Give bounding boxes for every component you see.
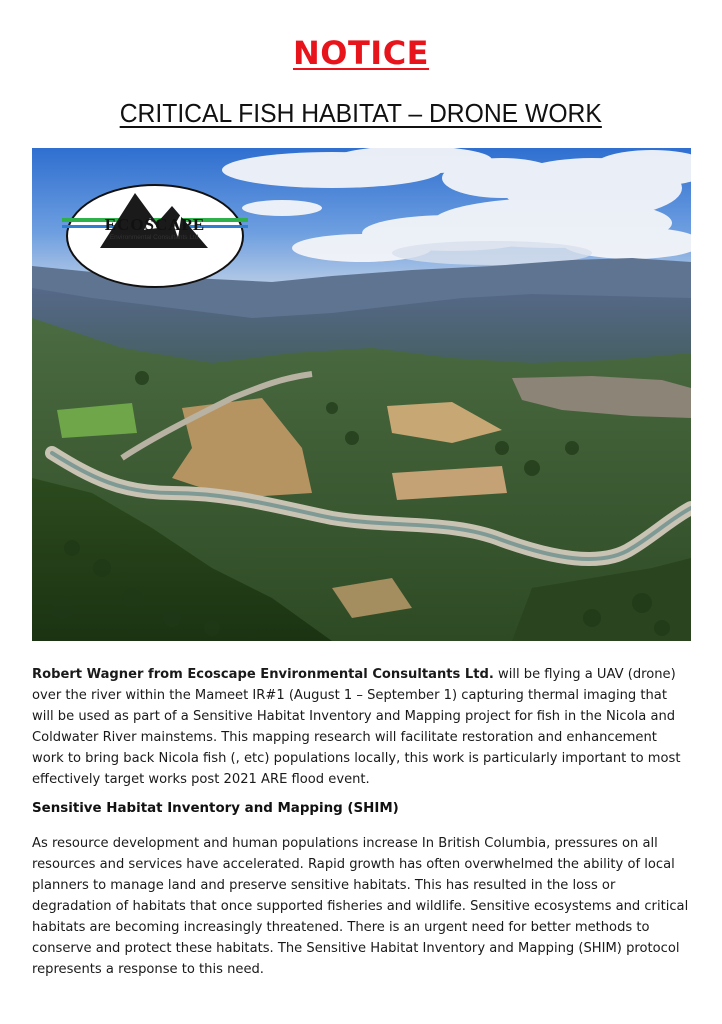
logo-subtitle: Environmental Consultants Ltd. [109,234,201,241]
shim-heading: Sensitive Habitat Inventory and Mapping (SHIM) [32,801,399,816]
document-title-text: CRITICAL FISH HABITAT – DRONE WORK [119,98,603,128]
document-title [0,98,722,129]
logo-name: ECOSCAPE [104,215,206,234]
intro-text: will be flying a UAV (drone) over the river within the Mameet IR#1 (August 1 – September 1) capturing thermal imaging that will be used as part of a Sensitive Habitat Inventory and Mapping project for fish in the Nicola and Coldwater River mainstems. This mapping research will facilitate restoration and enhancement work to bring back Nicola fish (, etc) populations locally, this work is particularly important to most effectively target works post 2021 ARE flood event. [32,667,681,787]
intro-paragraph [32,664,692,790]
shim-paragraph: As resource development and human populations increase In British Columbia, pressures on all resources and services have accelerated. Rapid growth has often overwhelmed the ability of local planners to manage land and preserve sensitive habitats. This has resulted in the loss or degradation of habitats that once supported fisheries and wildlife. Sensitive ecosystems and critical habitats are becoming increasingly threatened. There is an urgent need for better methods to conserve and protect these habitats. The Sensitive Habitat Inventory and Mapping (SHIM) protocol represents a response to this need. [32,836,689,977]
notice-heading [0,34,722,72]
aerial-river-valley-photo [32,148,691,641]
intro-bold-lead: Robert Wagner from Ecoscape Environmental Consultants Ltd. [32,667,494,682]
notice-title: NOTICE [292,34,430,72]
